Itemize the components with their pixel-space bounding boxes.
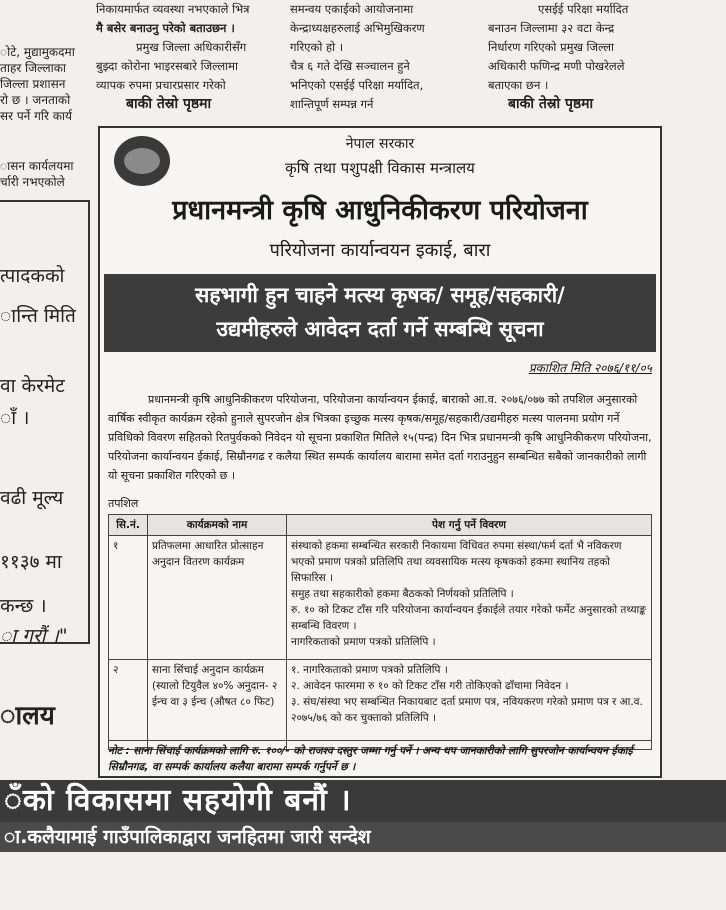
text-line: निर्धारण गरिएको प्रमुख जिल्ला (488, 40, 615, 54)
continued-label: बाकी तेस्रो पृष्ठमा (126, 96, 212, 112)
column-header: पेश गर्नु पर्ने विवरण (287, 515, 652, 536)
text-line: निकायमार्फत व्यवस्था नभएकाले भित्र (96, 2, 250, 16)
text-fragment: जिल्ला प्रशासन (0, 77, 66, 91)
text-fragment: ालय (0, 701, 55, 731)
text-line: मै बसेर बनाउनु परेको बताउछन । (96, 21, 235, 35)
detail-item: १. नागरिकताको प्रमाण पत्रको प्रतिलिपि । (291, 664, 448, 676)
text-fragment: त्पादकको (0, 265, 65, 287)
detail-item: नागरिकताको प्रमाण पत्रको प्रतिलिपि । (291, 636, 436, 648)
public-notice (98, 126, 662, 778)
left-column-fragments (0, 44, 92, 190)
serial-cell: १ (109, 536, 148, 660)
text-line: एसईई परिक्षा मर्यादित (538, 2, 629, 16)
text-fragment: वा केरमेट (0, 375, 65, 397)
text-fragment: वढी मूल्य (0, 487, 64, 509)
banner-line: उद्यमीहरुले आवेदन दर्ता गर्ने सम्बन्धि सूचना (216, 317, 544, 341)
detail-item: समुह तथा सहकारीको हकमा बैठकको निर्णयको प्रतिलिपि । (291, 588, 514, 600)
column-header: सि.नं. (109, 515, 148, 536)
text-fragment: र्चारी नभएकोले (0, 175, 65, 189)
details-cell (287, 660, 652, 750)
project-title: प्रधानमन्त्री कृषि आधुनिकीकरण परियोजना (172, 195, 588, 226)
bottom-slogan: ँको विकासमा सहयोगी बनौं । (0, 780, 726, 822)
text-fragment: कन्छ । (0, 595, 47, 617)
text-line: बताएका छन । (488, 78, 549, 92)
bottom-message: ा.कलैयामाई गाउँपालिकाद्वारा जनहितमा जारी सन्देश (0, 822, 726, 852)
text-line: व्यापक रुपमा प्रचारप्रसार गरेको (96, 78, 226, 92)
detail-item: २. आवेदन फारममा रु १० को टिकट टाँस गरी तोकिएको ढाँचामा निवेदन । (291, 680, 569, 692)
text-line: अधिकारी फणिन्द्र मणी पोखरेलले (488, 59, 625, 73)
text-line: बुझ्दा कोरोना भाइरसबारे जिल्लामा (96, 59, 238, 73)
banner-line: सहभागी हुन चाहने मत्स्य कृषक/ समूह/सहकारी/ (195, 283, 565, 307)
detail-item: ३. संघ/संस्था भए सम्बन्धित निकायबाट दर्ता प्रमाण पत्र, नवियकरण गरेको प्रमाण पत्र र आ.व. २०७५/७६ को कर चुक्ताको प्रतिलिपि । (291, 696, 643, 724)
notice-banner (104, 274, 656, 352)
text-fragment: ान्ति मिति (0, 305, 76, 327)
text-fragment: सर पर्ने गरि कार्य (0, 109, 72, 123)
text-fragment: ताहर जिल्लाका (0, 61, 67, 75)
text-line: प्रमुख जिल्ला अधिकारीसँग (136, 40, 247, 54)
top-column-2 (290, 0, 480, 114)
text-line: चैत्र ६ गते देखि सञ्चालन हुने (290, 59, 410, 73)
table-header-row (109, 515, 652, 536)
notice-note: नोट : साना सिंचाई कार्यक्रमको लागि रु. १००/- को राजश्व दस्तुर जम्मा गर्नु पर्ने । अन्य थप जानकारीको लागि सुपरजोन कार्यान्वयन ईकाई सिम्रौनगढ, वा सम्पर्क कार्यालय कलैया बारामा सम्पर्क गर्नुपर्ने छ । (108, 740, 652, 775)
published-date: प्रकाशित मिति २०७६/११/०५ (528, 361, 652, 375)
government-label: नेपाल सरकार (345, 136, 415, 152)
text-line: केन्द्राध्यक्षहरुलाई अभिमुखिकरण (290, 21, 425, 35)
text-line: भनिएको एसईई परिक्षा मर्यादित, (290, 78, 424, 92)
ministry-name: कृषि तथा पशुपक्षी विकास मन्त्रालय (285, 159, 475, 177)
notice-body: प्रधानमन्त्री कृषि आधुनिकीकरण परियोजना, परियोजना कार्यान्वयन ईकाई, बाराको आ.व. २०७६/०७७ को तपशिल अनुसारको वार्षिक स्वीकृत कार्यक्रम रहेको हुनाले सुपरजोन क्षेत्र भित्रका इच्छुक मत्स्य कृषक/समूह/सहकारी/उद्यमीहरु मत्स्य पालनमा प्रयोग गर्ने प्रविधिको विवरण सहितको रितपुर्वकको निवेदन यो सूचना प्रकाशित मितिले १५(पन्द्र) दिन भित्र प्रधानमन्त्री कृषि आधुनिकीकरण परियोजना, परियोजना कार्यान्वयन ईकाई, सिम्रौनगढ र कलैया स्थित सम्पर्क कार्यालय बारामा समेत दर्ता गराउनुहुन सम्बन्धित सबैको जानकारीको लागी यो सूचना प्रकाशित गरिएको छ । (108, 393, 652, 482)
detail-item: रु. १० को टिकट टाँस गरि परियोजना कार्यान्वयन ईकाईले तयार गरेको फर्मेट अनुसारको तथ्याङ्क सम्बन्धि विवरण । (291, 604, 646, 632)
text-fragment: ासन कार्यलयमा (0, 159, 74, 173)
text-line: शान्तिपूर्ण सम्पन्न गर्न (290, 97, 374, 111)
text-line: गरिएको हो । (290, 40, 344, 54)
serial-cell: २ (109, 660, 148, 750)
text-fragment: ोटे, मुद्यामुकदमा (0, 45, 75, 59)
text-fragment: रो छ । जनताको (0, 93, 71, 107)
program-name-cell: साना सिंचाई अनुदान कार्यक्रम (स्यालो टियुवैल ४०% अनुदान- २ ईन्च वा ३ ईन्च (औषत ८० फिट) (148, 660, 287, 750)
table-row (109, 536, 652, 660)
top-column-3 (488, 0, 666, 114)
column-header: कार्यक्रमको नाम (148, 515, 287, 536)
text-fragment: ाँ । (0, 407, 30, 429)
tapashil-label: तपशिल (108, 497, 139, 510)
details-cell (287, 536, 652, 660)
program-name-cell: प्रतिफलमा आधारित प्रोत्साहन अनुदान वितरण कार्यक्रम (148, 536, 287, 660)
top-column-1 (96, 0, 286, 114)
detail-item: संस्थाको हकमा सम्बन्धित सरकारी निकायमा विधिवत रुपमा संस्था/फर्म दर्ता भै नविकरण भएको प्रमाण पत्रको प्रतिलिपि तथा व्यवसायिक मत्स्य कृषकको हकमा स्थानिय तहको सिफारिस । (291, 540, 622, 584)
unit-name: परियोजना कार्यान्वयन इकाई, बारा (269, 240, 491, 261)
requirements-table (108, 514, 652, 750)
text-line: समन्वय एकाईको आयोजनामा (290, 2, 414, 16)
table-row (109, 660, 652, 750)
text-fragment: ा गरौं ।" (0, 625, 68, 647)
text-fragment: ११३७ मा (0, 551, 62, 573)
text-line: बनाउन जिल्लामा ३२ वटा केन्द्र (488, 21, 615, 35)
continued-label: बाकी तेस्रो पृष्ठमा (508, 96, 594, 112)
